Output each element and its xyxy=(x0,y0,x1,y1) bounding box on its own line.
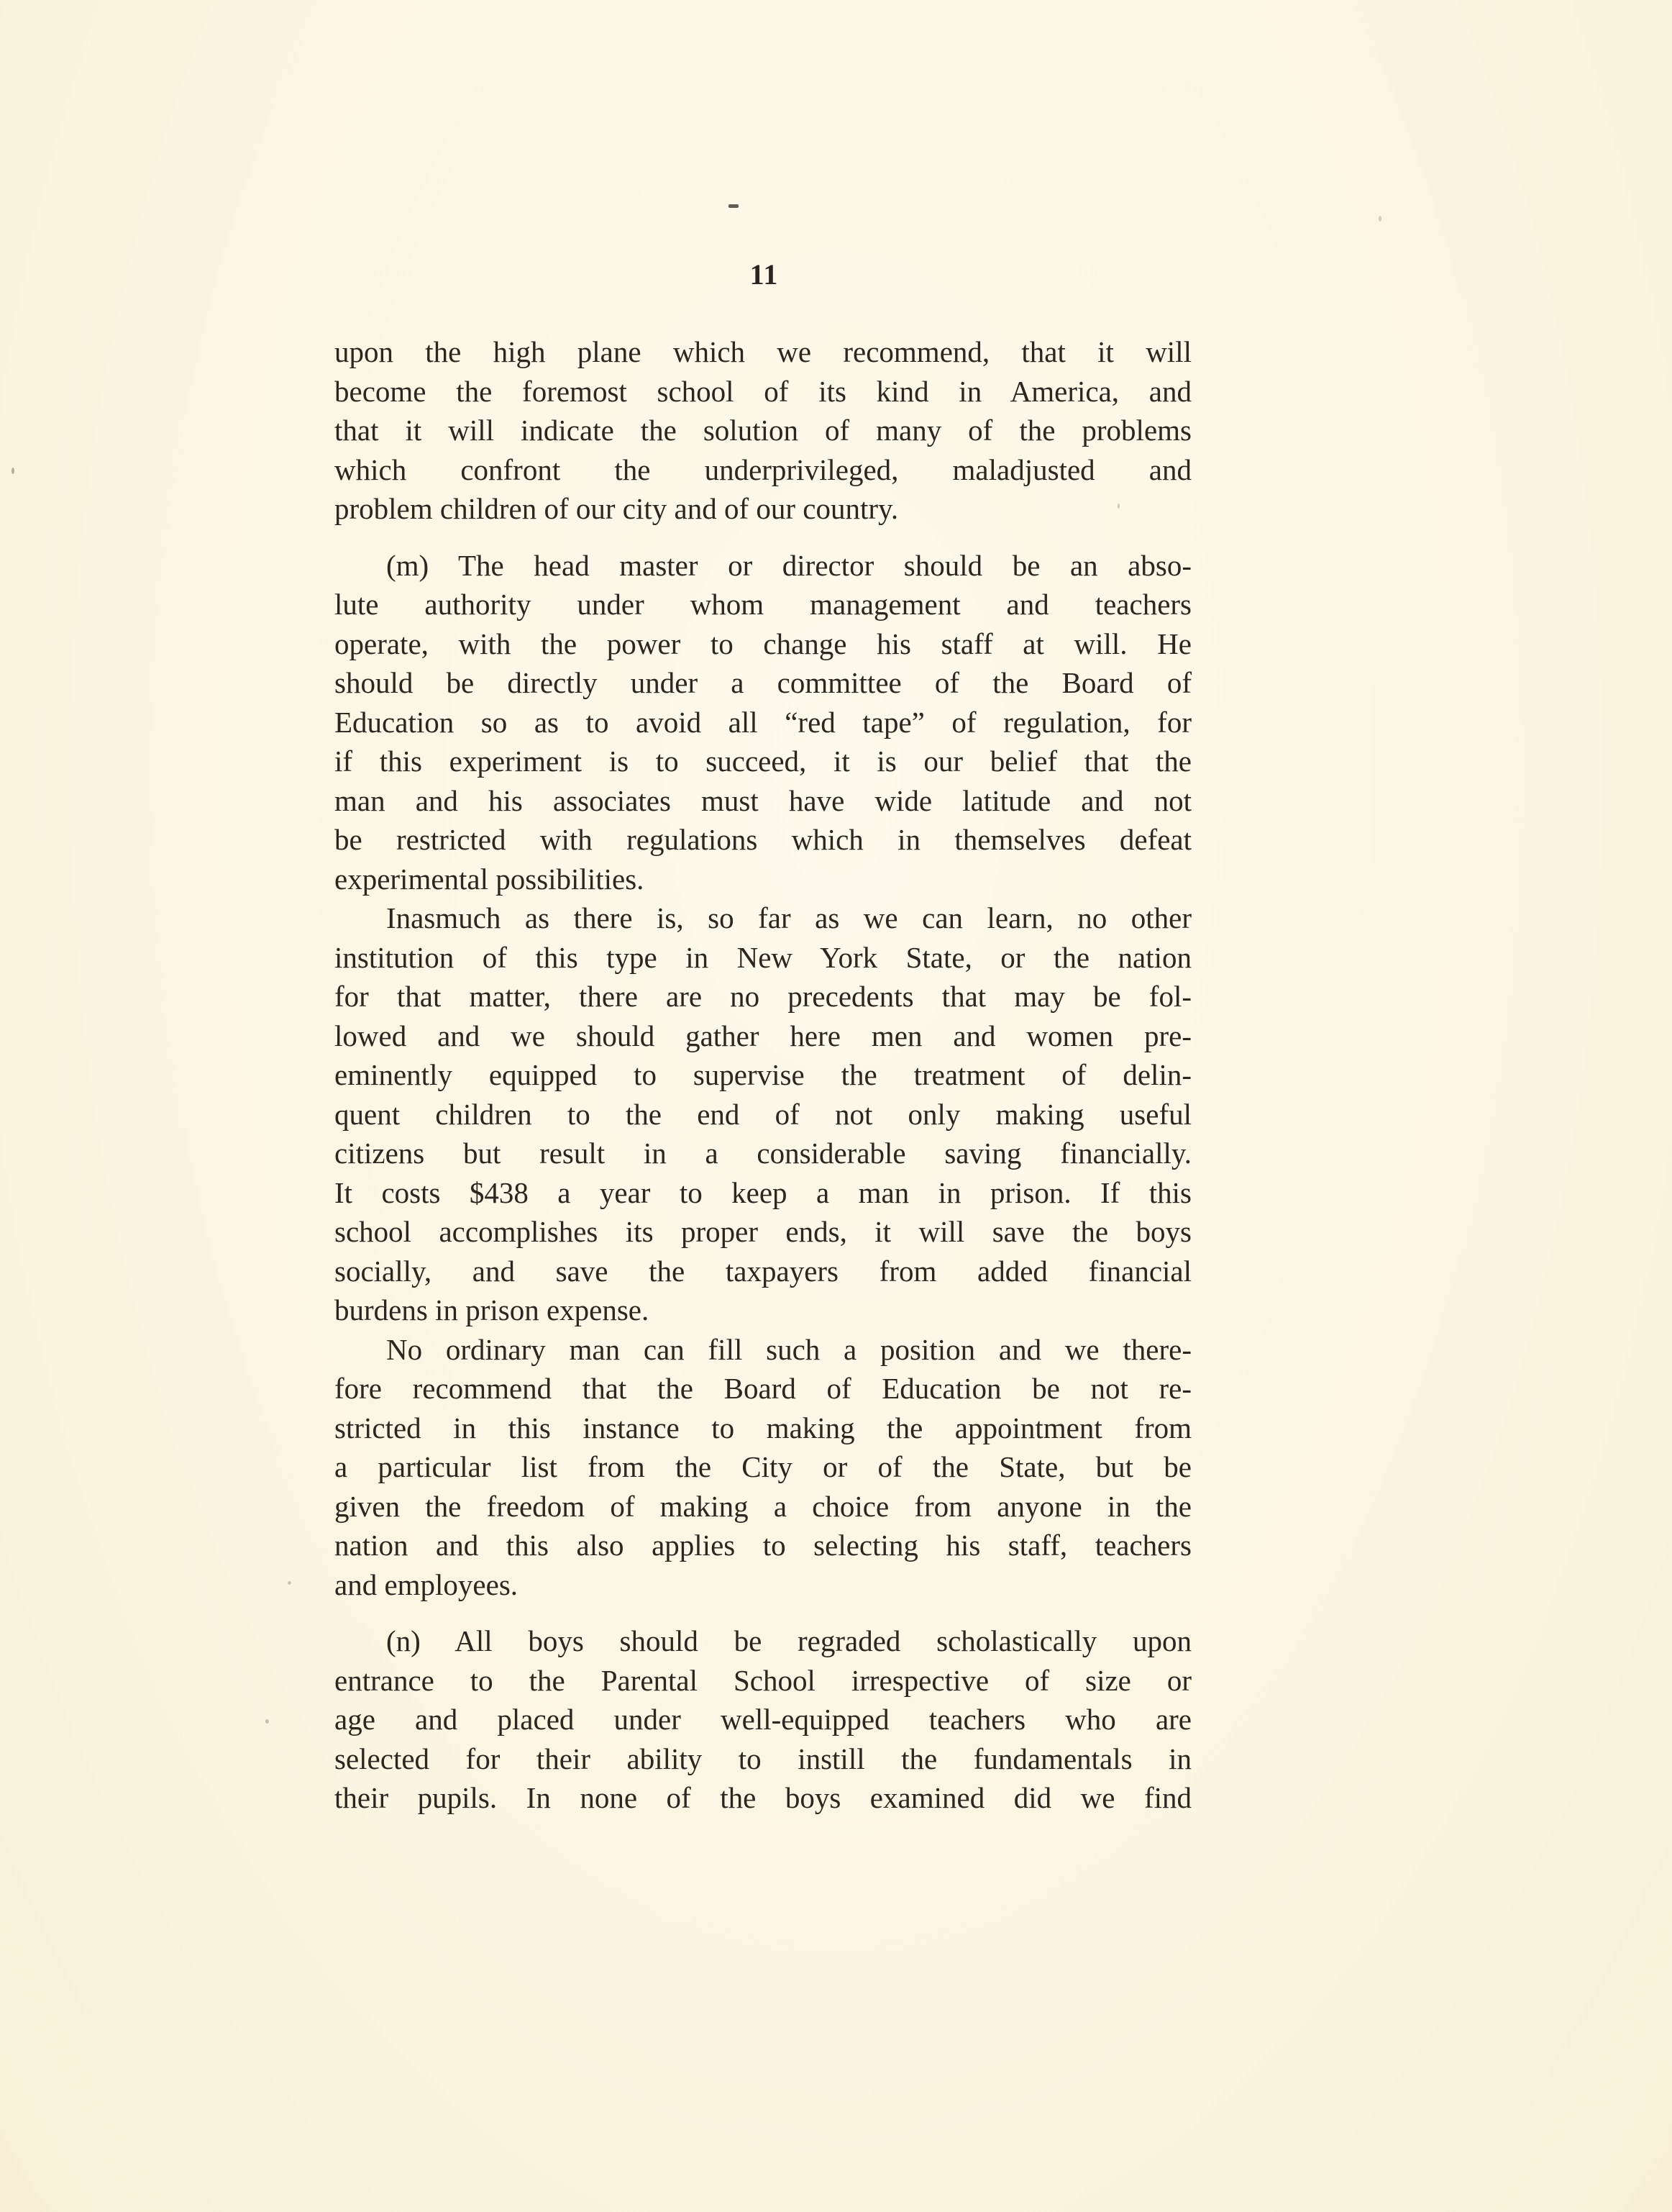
scan-speck xyxy=(288,1581,291,1585)
text-line: lute authority under whom management and teachers xyxy=(334,588,1192,621)
text-line: lowed and we should gather here men and women pre- xyxy=(334,1019,1192,1052)
text-line: age and placed under well-equipped teachers who are xyxy=(334,1703,1192,1736)
text-line: experimental possibilities. xyxy=(334,862,644,896)
paragraph-continuation xyxy=(334,332,1192,529)
text-line: socially, and save the taxpayers from added financial xyxy=(334,1254,1192,1288)
text-line: which confront the underprivileged, maladjusted and xyxy=(334,452,1192,486)
text-line: Inasmuch as there is, so far as we can learn, no other xyxy=(386,901,1192,934)
text-line: Education so as to avoid all “red tape” of regulation, for xyxy=(334,705,1192,739)
text-line: operate, with the power to change his staff at will. He xyxy=(334,627,1192,660)
paragraph-inasmuch xyxy=(334,898,1192,1330)
paragraph-n xyxy=(334,1621,1192,1818)
text-line: given the freedom of making a choice from anyone in the xyxy=(334,1489,1192,1523)
text-line: be restricted with regulations which in themselves defeat xyxy=(334,823,1192,856)
text-line: for that matter, there are no precedents that may be fol- xyxy=(334,980,1192,1013)
text-line: (n) All boys should be regraded scholastically upon xyxy=(386,1624,1192,1657)
text-line: quent children to the end of not only making useful xyxy=(334,1097,1192,1131)
text-line: burdens in prison expense. xyxy=(334,1293,649,1326)
text-line: (m) The head master or director should be an abso- xyxy=(386,548,1192,582)
scan-speck xyxy=(1379,216,1381,222)
text-line: a particular list from the City or of the State, but be xyxy=(334,1450,1192,1483)
paragraph-no-ordinary xyxy=(334,1330,1192,1605)
text-line: upon the high plane which we recommend, that it will xyxy=(334,335,1192,368)
text-line: if this experiment is to succeed, it is our belief that the xyxy=(334,745,1192,778)
text-line: that it will indicate the solution of many of the problems xyxy=(334,414,1192,447)
text-line: man and his associates must have wide latitude and not xyxy=(334,783,1192,817)
text-line: their pupils. In none of the boys examined did we find xyxy=(334,1781,1192,1814)
scan-speck xyxy=(12,468,14,474)
text-line: stricted in this instance to making the appointment from xyxy=(334,1411,1192,1444)
page-number: 11 xyxy=(749,258,779,291)
text-line: school accomplishes its proper ends, it will save the boys xyxy=(334,1215,1192,1248)
text-line: selected for their ability to instill the fundamentals in xyxy=(334,1742,1192,1775)
text-line: No ordinary man can fill such a position and we there- xyxy=(386,1332,1192,1366)
body-text xyxy=(334,332,1192,1818)
text-line: fore recommend that the Board of Education be not re- xyxy=(334,1372,1192,1405)
text-line: and employees. xyxy=(334,1567,518,1601)
text-line: problem children of our city and of our country. xyxy=(334,492,899,525)
text-line: eminently equipped to supervise the treatment of delin- xyxy=(334,1058,1192,1091)
text-line: become the foremost school of its kind in America, and xyxy=(334,374,1192,408)
text-line: nation and this also applies to selecting his staff, teachers xyxy=(334,1529,1192,1562)
text-line: It costs $438 a year to keep a man in prison. If this xyxy=(334,1175,1192,1209)
scan-speck xyxy=(265,1719,269,1724)
text-line: entrance to the Parental School irrespective of size or xyxy=(334,1663,1192,1697)
scan-speck xyxy=(728,204,739,208)
text-line: citizens but result in a considerable saving financially. xyxy=(334,1137,1192,1170)
text-line: should be directly under a committee of the Board of xyxy=(334,666,1192,699)
paragraph-m xyxy=(334,546,1192,899)
scan-speck xyxy=(1118,504,1120,509)
text-line: institution of this type in New York State, or the nation xyxy=(334,940,1192,974)
